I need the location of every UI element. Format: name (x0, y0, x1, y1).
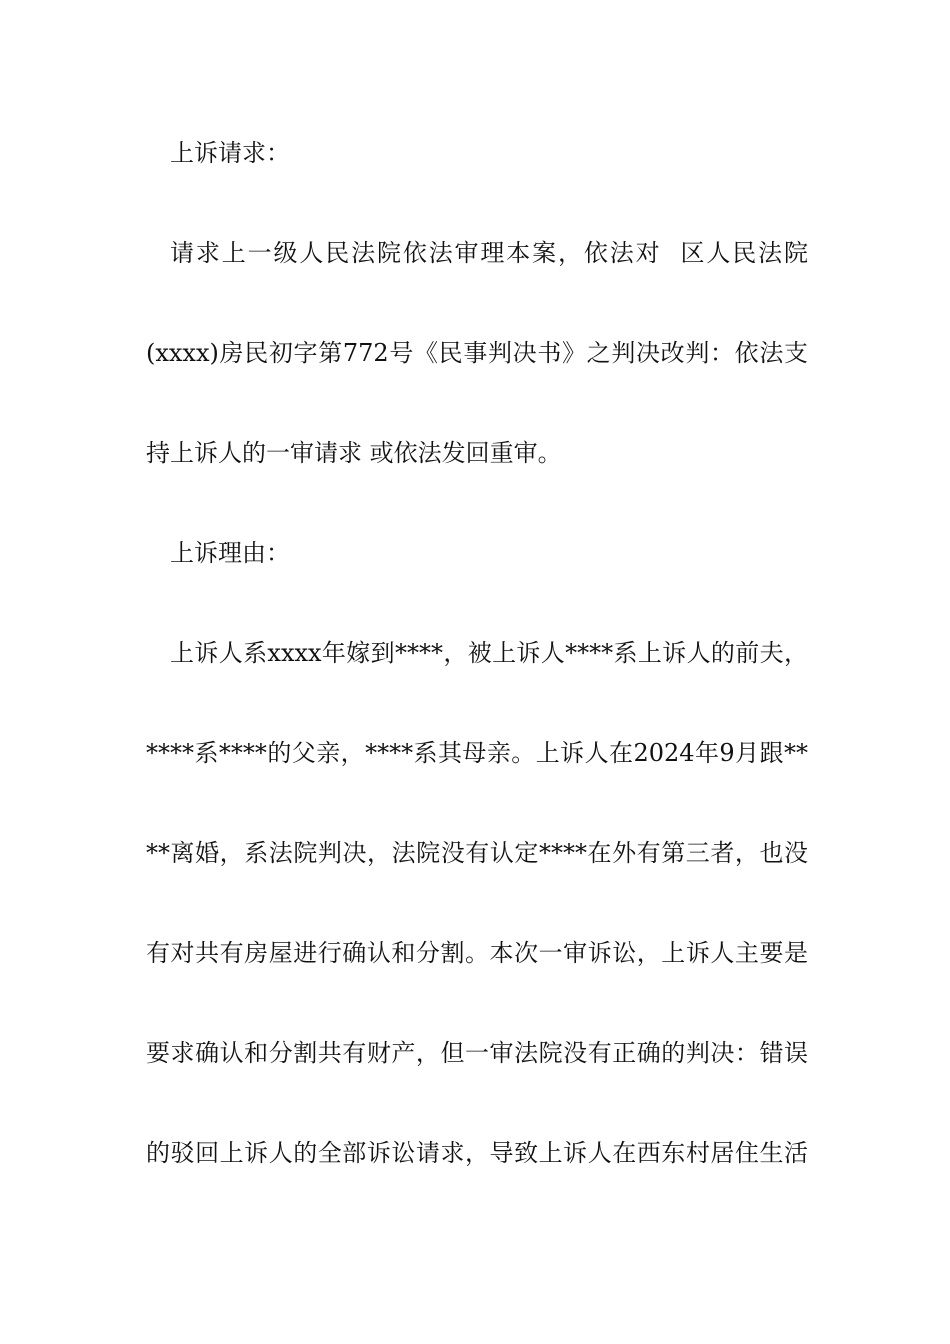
appeal-reason-line-1: 上诉人系xxxx年嫁到****，被上诉人****系上诉人的前夫， (170, 639, 808, 667)
appeal-reason-line-6: 的驳回上诉人的全部诉讼请求，导致上诉人在西东村居住生活 (146, 1139, 808, 1167)
appeal-reason-line-4: 有对共有房屋进行确认和分割。本次一审诉讼，上诉人主要是 (146, 939, 808, 967)
appeal-request-line-3: 持上诉人的一审请求 或依法发回重审。 (146, 439, 562, 467)
appeal-request-line-2: (xxxx)房民初字第772号《民事判决书》之判决改判：依法支 (146, 339, 808, 367)
appeal-request-heading: 上诉请求： (170, 139, 290, 167)
appeal-reason-line-3: **离婚，系法院判决，法院没有认定****在外有第三者，也没 (146, 839, 808, 867)
appeal-reason-line-2: ****系****的父亲，****系其母亲。上诉人在2024年9月跟** (146, 739, 808, 767)
appeal-reason-line-5: 要求确认和分割共有财产，但一审法院没有正确的判决：错误 (146, 1039, 808, 1067)
appeal-request-line-1: 请求上一级人民法院依法审理本案，依法对 区人民法院 (170, 239, 808, 267)
appeal-reason-heading: 上诉理由： (170, 539, 290, 567)
